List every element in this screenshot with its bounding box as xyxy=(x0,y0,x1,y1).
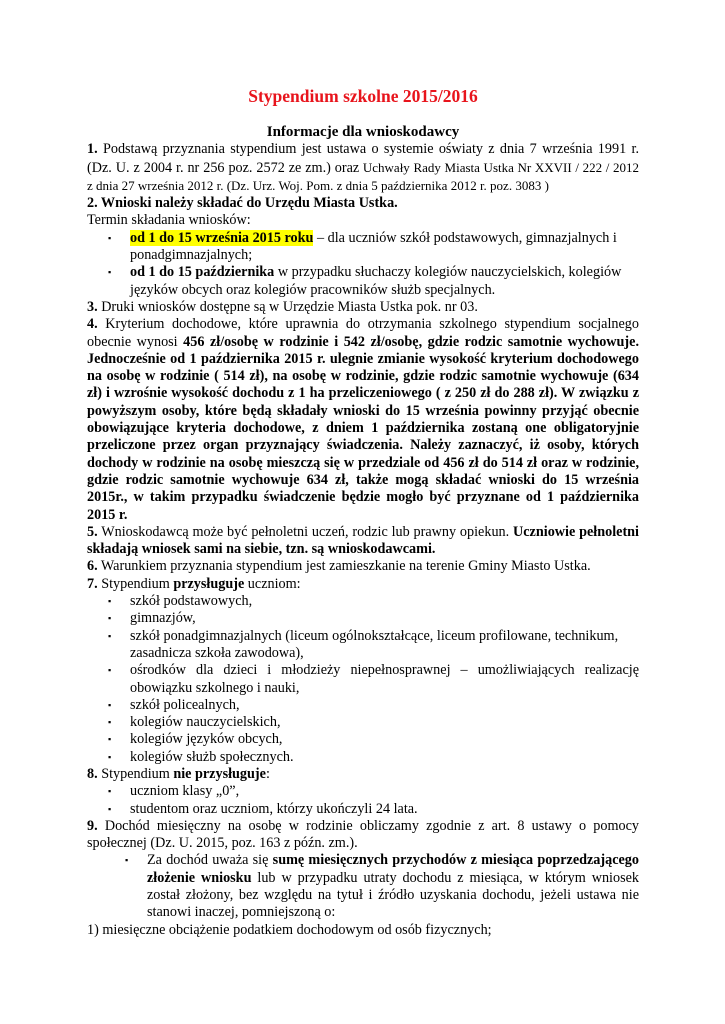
bullet-icon: ▪ xyxy=(108,717,112,728)
list-item-text: kolegiów nauczycielskich, xyxy=(130,714,281,731)
deadline-highlight: od 1 do 15 września 2015 roku xyxy=(130,229,314,246)
list-item xyxy=(108,696,639,714)
list-item-text: ośrodków dla dzieci i młodzieży niepełnosprawnej – umożliwiających realizację obowiązku szkolnego i nauki, xyxy=(130,662,639,696)
section-4 xyxy=(87,316,639,524)
bullet-icon: ▪ xyxy=(125,855,129,866)
document-page xyxy=(87,86,639,939)
list-item xyxy=(108,662,639,697)
income-bold: sumę miesięcznych przychodów z miesiąca poprzedzającego złożenie wniosku xyxy=(147,852,639,886)
document-title: Stypendium szkolne 2015/2016 xyxy=(248,86,478,106)
section-2-heading: 2. Wnioski należy składać do Urzędu Miasta Ustka. xyxy=(87,195,398,212)
bullet-icon: ▪ xyxy=(108,803,112,814)
section-number: 5. xyxy=(87,523,98,540)
deadline-text: – dla uczniów szkół podstawowych, gimnazjalnych i ponadgimnazjalnych; xyxy=(130,229,617,264)
list-item-text: uczniom klasy „0”, xyxy=(130,783,240,800)
section-7-post: uczniom: xyxy=(244,575,301,592)
section-9-text: Dochód miesięczny na osobę w rodzinie obliczamy zgodnie z art. 8 ustawy o pomocy społecznej (Dz. U. 2015, poz. 163 z późn. zm.). xyxy=(87,817,639,852)
section-number: 1. xyxy=(87,141,98,158)
list-item xyxy=(108,748,639,766)
section-3 xyxy=(87,299,639,316)
section-number: 3. xyxy=(87,298,98,315)
list-item-text: gimnazjów, xyxy=(130,610,196,627)
list-item xyxy=(108,800,639,818)
list-item-text: kolegiów służb społecznych. xyxy=(130,748,294,765)
section-1 xyxy=(87,141,639,195)
section-1-resolution: Uchwały Rady Miasta Ustka Nr XXVII / 222 / 2012 z dnia 27 września 2012 r. (Dz. Urz. Woj. Pom. z dnia 5 października 2012 r. poz. 3083 ) xyxy=(87,159,640,193)
section-6-text: Warunkiem przyznania stypendium jest zamieszkanie na terenie Gminy Miasto Ustka. xyxy=(97,558,591,575)
list-item xyxy=(108,264,639,299)
income-rest: lub w przypadku utraty dochodu z miesiąca, w którym wniosek został złożony, bez względu na tytuł i źródło uzyskania dochodu, jeżeli ustawa nie stanowi inaczej, pomniejszoną o: xyxy=(147,869,639,921)
eligible-list xyxy=(87,593,639,766)
bullet-icon: ▪ xyxy=(108,630,112,641)
section-3-text: Druki wniosków dostępne są w Urzędzie Miasta Ustka pok. nr 03. xyxy=(97,298,478,315)
deduction-item-1: 1) miesięczne obciążenie podatkiem dochodowym od osób fizycznych; xyxy=(87,921,492,938)
bullet-icon: ▪ xyxy=(108,699,112,710)
section-7 xyxy=(87,576,639,593)
section-1-text: Podstawą przyznania stypendium jest ustawa o systemie oświaty z dnia 7 września 1991 r. (Dz. U. z 2004 r. nr 256 poz. 2572 ze zm.) oraz xyxy=(87,141,639,176)
list-item xyxy=(108,627,639,663)
list-item-text: kolegiów języków obcych, xyxy=(130,731,283,748)
list-item xyxy=(108,783,639,800)
list-item xyxy=(108,610,639,627)
deadline-list xyxy=(87,230,639,299)
section-5-bold: Uczniowie pełnoletni składają wniosek sami na siebie, tzn. są wnioskodawcami. xyxy=(87,523,639,558)
bullet-icon: ▪ xyxy=(108,596,112,607)
list-item xyxy=(108,229,639,265)
section-number: 9. xyxy=(87,817,98,834)
bullet-icon: ▪ xyxy=(108,267,112,278)
section-8-post: : xyxy=(265,765,270,782)
list-item xyxy=(108,714,639,731)
section-5-text: Wnioskodawcą może być pełnoletni uczeń, rodzic lub prawny opiekun. xyxy=(97,523,514,540)
bullet-icon: ▪ xyxy=(108,734,112,745)
list-item xyxy=(108,731,639,748)
section-9 xyxy=(87,818,639,853)
section-4-change-note: Jednocześnie od 1 października 2015 r. ulegnie zmianie wysokość kryterium dochodowego na osobę w rodzinie ( 514 zł), na osobę w rodzinie, gdzie rodzic samotnie wychowuje (634 zł) i wzrośnie wysokość dochodu z 1 ha przeliczeniowego ( z 250 zł do 288 zł). W związku z powyższym osoby, które będą składały wnioski do 15 września powinny przyjąć obecnie obowiązujące kryteria dochodowe, z dniem 1 października zostaną one obligatoryjnie przeliczone przez organ przyznający świadczenia. Należy zaznaczyć, iż osoby, których dochody w rodzinie na osobę mieszczą się w przedziale od 456 zł do 514 zł oraz w rodzinie, gdzie rodzic samotnie wychowuje 634 zł, także mogą składać wnioski do 15 września 2015r., w takim przypadku świadczenie będzie mogło być przyznane od 1 października 2015 r. xyxy=(87,350,639,523)
section-7-pre: Stypendium xyxy=(97,575,174,592)
list-item-text: szkół ponadgimnazjalnych (liceum ogólnokształcące, liceum profilowane, technikum, zasadnicza szkoła zawodowa), xyxy=(130,627,619,661)
income-pre: Za dochód uważa się xyxy=(147,852,273,869)
document-subtitle: Informacje dla wnioskodawcy xyxy=(266,124,460,140)
income-list xyxy=(87,852,639,921)
list-item xyxy=(125,852,639,921)
bullet-icon: ▪ xyxy=(108,613,112,624)
section-number: 8. xyxy=(87,765,98,782)
section-8 xyxy=(87,766,639,783)
section-4-text: Kryterium dochodowe, które uprawnia do otrzymania szkolnego stypendium socjalnego obecnie wynosi xyxy=(87,316,639,350)
list-item-text: szkół policealnych, xyxy=(130,696,240,713)
bullet-icon: ▪ xyxy=(108,665,112,676)
section-7-bold: przysługuje xyxy=(173,575,245,592)
section-4-criteria: 456 zł/osobę w rodzinie i 542 zł/osobę, gdzie rodzic samotnie wychowuje. xyxy=(183,333,639,350)
bullet-icon: ▪ xyxy=(108,786,112,797)
section-6 xyxy=(87,558,639,575)
list-item xyxy=(108,593,639,610)
section-number: 4. xyxy=(87,316,98,333)
section-8-bold: nie przysługuje xyxy=(173,765,266,782)
bullet-icon: ▪ xyxy=(108,232,112,243)
deadline-bold: od 1 do 15 października xyxy=(130,264,275,281)
section-number: 7. xyxy=(87,575,98,592)
section-number: 6. xyxy=(87,558,98,575)
list-item-text: szkół podstawowych, xyxy=(130,593,253,610)
deadline-text: w przypadku słuchaczy kolegiów nauczycielskich, kolegiów języków obcych oraz kolegiów pracowników służb specjalnych. xyxy=(130,264,622,298)
section-8-pre: Stypendium xyxy=(97,765,174,782)
section-5 xyxy=(87,524,639,559)
section-2-term: Termin składania wniosków: xyxy=(87,212,251,229)
bullet-icon: ▪ xyxy=(108,751,112,762)
ineligible-list xyxy=(87,783,639,818)
list-item-text: studentom oraz uczniom, którzy ukończyli 24 lata. xyxy=(130,800,418,817)
